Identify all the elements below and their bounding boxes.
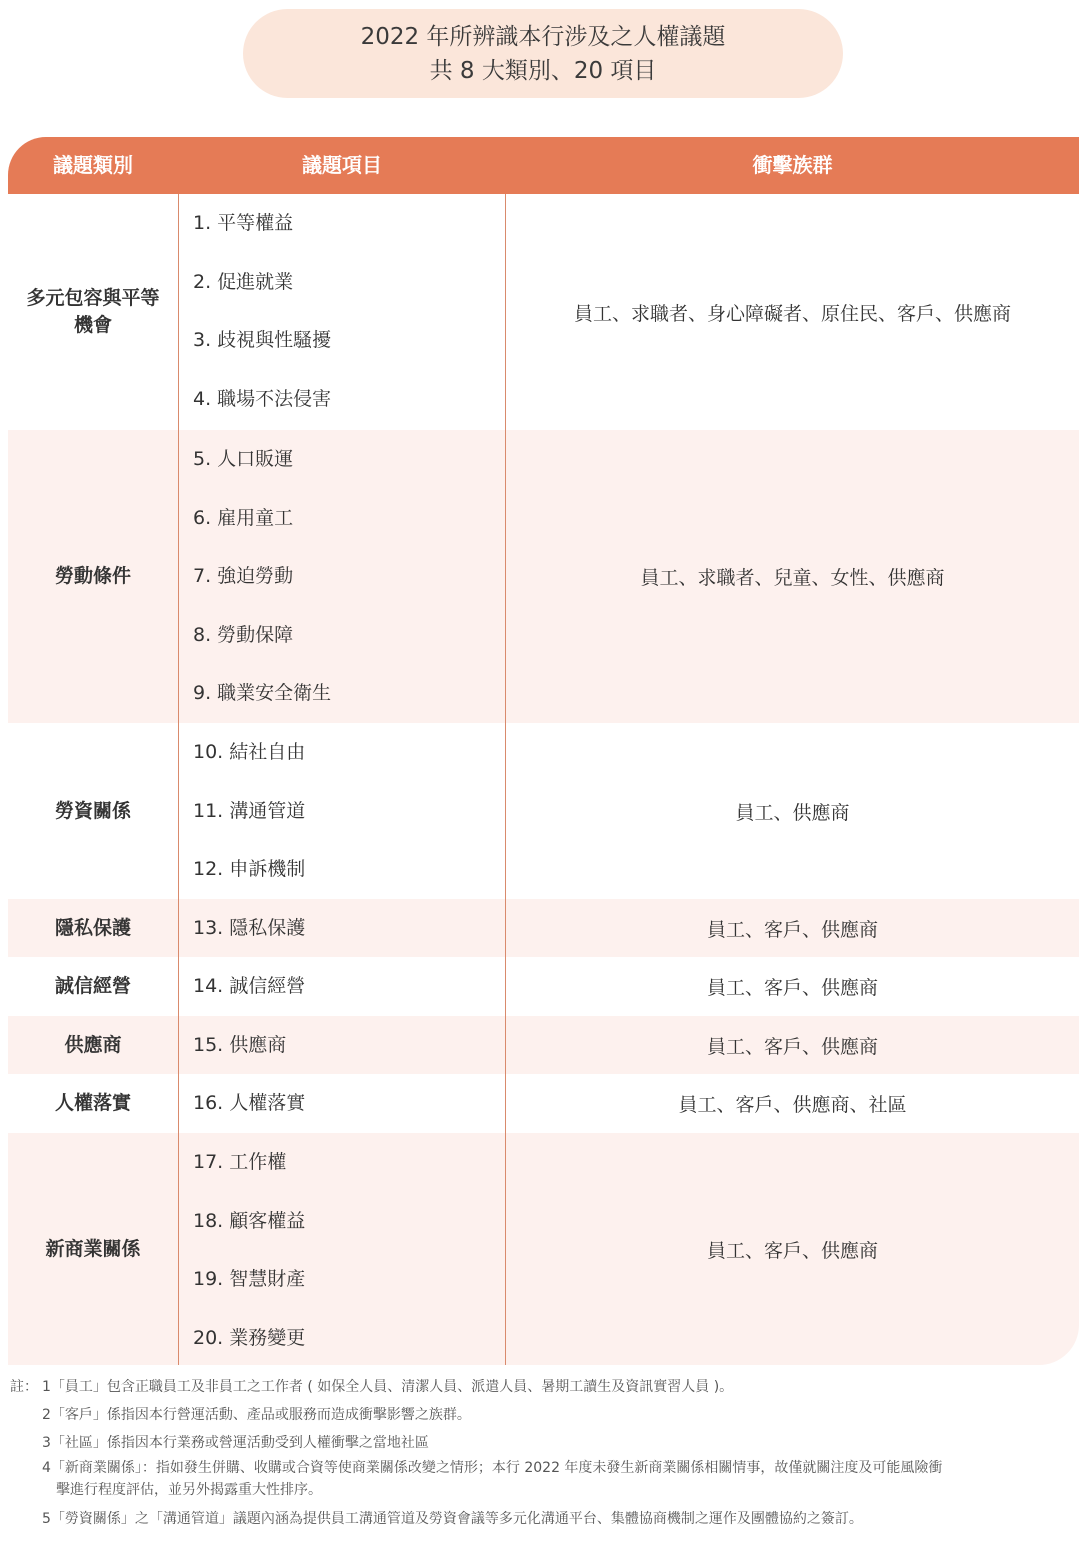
table-row-group [8, 194, 1079, 430]
issue-item: 13. 隱私保護 [193, 917, 306, 939]
header-category: 議題類別 [53, 153, 133, 177]
column-divider [178, 194, 179, 1365]
issue-item: 7. 強迫勞動 [193, 565, 294, 587]
issue-item: 4. 職場不法侵害 [193, 387, 332, 410]
issue-item: 5. 人口販運 [193, 448, 294, 470]
issue-item: 15. 供應商 [193, 1034, 287, 1056]
issue-item: 2. 促進就業 [193, 270, 294, 293]
issue-item: 8. 勞動保障 [193, 623, 294, 646]
affected-cell: 員工、客戶、供應商 [706, 977, 878, 999]
affected-cell: 員工、客戶、供應商 [706, 1035, 878, 1058]
header-affected: 衝擊族群 [752, 153, 833, 177]
issue-item: 16. 人權落實 [193, 1092, 306, 1114]
issue-item: 12. 申訴機制 [193, 858, 306, 880]
human-rights-table [8, 137, 1079, 1365]
category-cell: 勞資關係 [54, 799, 131, 822]
issue-item: 17. 工作權 [193, 1151, 287, 1173]
footnote-4-line-2: 擊進行程度評估，並另外揭露重大性排序。 [56, 1482, 322, 1498]
issue-item: 9. 職業安全衛生 [193, 682, 332, 704]
issue-item: 19. 智慧財產 [193, 1268, 306, 1290]
affected-cell: 員工、求職者、身心障礙者、原住民、客戶、供應商 [573, 302, 1011, 325]
table-row-group [8, 957, 1079, 1016]
affected-cell: 員工、供應商 [735, 801, 850, 824]
footnotes [10, 1373, 1080, 1533]
title-line-1: 2022 年所辨識本行涉及之人權議題 [360, 23, 726, 50]
issue-item: 18. 顧客權益 [193, 1209, 306, 1232]
category-cell: 供應商 [64, 1033, 122, 1056]
footnote-5: 5「勞資關係」之「溝通管道」議題內涵為提供員工溝通管道及勞資會議等多元化溝通平台、集體協商機制之運作及團體協約之簽訂。 [42, 1511, 863, 1527]
title-line-2: 共 8 大類別、20 項目 [429, 57, 657, 84]
title-banner [243, 9, 843, 98]
issue-item: 3. 歧視與性騷擾 [193, 329, 332, 351]
footnote [10, 1373, 1080, 1401]
table-body [8, 194, 1079, 1365]
table-row-group [8, 723, 1079, 899]
footnote-4-line-1: 4「新商業關係」：指如發生併購、收購或合資等使商業關係改變之情形；本行 2022 年度未發生新商業關係相關情事，故僅就關注度及可能風險衝 [42, 1460, 943, 1476]
category-cell: 勞動條件 [54, 565, 131, 587]
footnote-3: 3「社區」係指因本行業務或營運活動受到人權衝擊之當地社區 [42, 1435, 429, 1451]
issue-item: 6. 雇用童工 [193, 506, 294, 529]
issue-item: 1. 平等權益 [193, 212, 294, 234]
footnote-1: 1「員工」包含正職員工及非員工之工作者 ( 如保全人員、清潔人員、派遣人員、暑期工讀生及資訊實習人員 )。 [42, 1379, 734, 1395]
header-item: 議題項目 [302, 153, 382, 177]
table-row-group [8, 430, 1079, 723]
issue-item: 20. 業務變更 [193, 1326, 306, 1349]
category-cell: 多元包容與平等機會 [26, 287, 160, 336]
footnote [10, 1457, 1080, 1501]
issue-item: 14. 誠信經營 [193, 975, 306, 997]
footnote-prefix: 註： [10, 1379, 38, 1395]
affected-cell: 員工、客戶、供應商 [706, 1239, 878, 1262]
affected-cell: 員工、客戶、供應商 [706, 918, 878, 941]
table-row-group [8, 1016, 1079, 1074]
table-row-group [8, 1133, 1079, 1365]
column-divider [505, 194, 506, 1365]
category-cell: 誠信經營 [54, 975, 131, 997]
category-cell: 人權落實 [54, 1092, 131, 1114]
category-cell: 隱私保護 [54, 916, 131, 939]
affected-cell: 員工、客戶、供應商、社區 [678, 1094, 907, 1116]
table-row-group [8, 899, 1079, 957]
table-header [8, 137, 1079, 194]
footnote-2: 2「客戶」係指因本行營運活動、產品或服務而造成衝擊影響之族群。 [42, 1407, 471, 1423]
affected-cell: 員工、求職者、兒童、女性、供應商 [640, 567, 945, 589]
table-row-group [8, 1074, 1079, 1133]
issue-item: 11. 溝通管道 [193, 799, 306, 822]
issue-item: 10. 結社自由 [193, 741, 306, 763]
category-cell: 新商業關係 [45, 1237, 141, 1260]
